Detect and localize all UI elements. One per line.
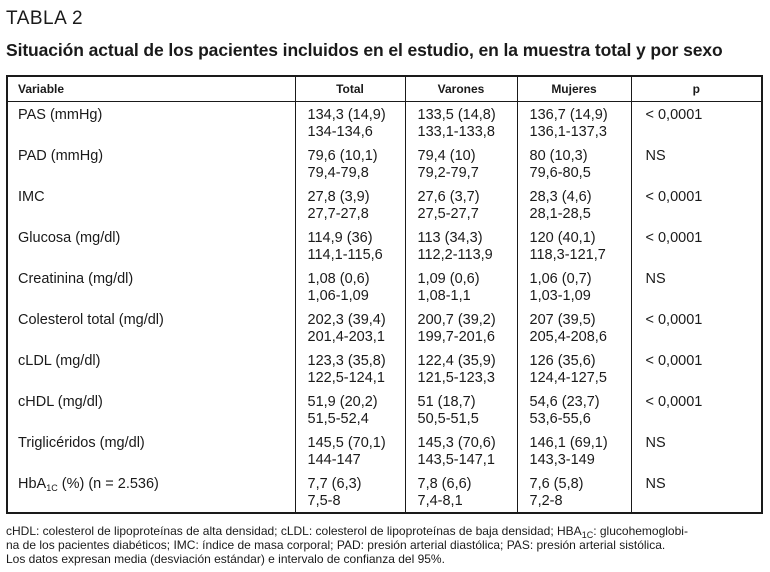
confidence-interval-value: 136,1-137,3 [529, 123, 607, 140]
cell-varones [405, 102, 517, 144]
cell-varones [405, 143, 517, 184]
mean-sd-value: 113 (34,3) [417, 230, 483, 246]
mean-sd-value: 7,6 (5,8) [529, 476, 584, 492]
cell-p-value: < 0,0001 [631, 348, 762, 389]
cell-variable: cHDL (mg/dl) [7, 389, 295, 430]
cell-mujeres [517, 143, 631, 184]
table-row [7, 143, 762, 184]
table-number-label: TABLA 2 [6, 8, 84, 29]
cell-mujeres [517, 266, 631, 307]
mean-sd-value: 79,4 (10) [417, 148, 476, 164]
cell-total [295, 471, 405, 513]
mean-sd-value: 51,9 (20,2) [307, 394, 378, 410]
mean-sd-value: 123,3 (35,8) [307, 353, 386, 369]
cell-variable: HbA$_{1C}$ (%) (n = 2.536) [7, 471, 295, 513]
mean-sd-value: 79,6 (10,1) [307, 148, 378, 164]
mean-sd-value: 122,4 (35,9) [417, 353, 496, 369]
cell-total [295, 266, 405, 307]
cell-mujeres [517, 184, 631, 225]
mean-sd-value: 200,7 (39,2) [417, 312, 496, 328]
table-row [7, 430, 762, 471]
cell-total [295, 102, 405, 144]
confidence-interval-value: 7,5-8 [307, 492, 341, 509]
cell-total [295, 225, 405, 266]
mean-sd-value: 133,5 (14,8) [417, 107, 496, 123]
column-header-p: p [631, 76, 762, 102]
mean-sd-value: 126 (35,6) [529, 353, 596, 369]
mean-sd-value: 136,7 (14,9) [529, 107, 608, 123]
confidence-interval-value: 27,5-27,7 [417, 205, 479, 222]
cell-varones [405, 266, 517, 307]
cell-variable: IMC [7, 184, 295, 225]
cell-total [295, 143, 405, 184]
cell-varones [405, 307, 517, 348]
mean-sd-value: 146,1 (69,1) [529, 435, 608, 451]
cell-variable: Triglicéridos (mg/dl) [7, 430, 295, 471]
table-header-row [7, 76, 762, 102]
confidence-interval-value: 205,4-208,6 [529, 328, 607, 345]
confidence-interval-value: 112,2-113,9 [417, 246, 493, 263]
cell-mujeres [517, 225, 631, 266]
mean-sd-value: 145,5 (70,1) [307, 435, 386, 451]
confidence-interval-value: 134-134,6 [307, 123, 373, 140]
cell-p-value: < 0,0001 [631, 225, 762, 266]
cell-p-value: < 0,0001 [631, 307, 762, 348]
confidence-interval-value: 144-147 [307, 451, 361, 468]
cell-mujeres [517, 389, 631, 430]
table-row [7, 102, 762, 144]
cell-p-value: < 0,0001 [631, 184, 762, 225]
confidence-interval-value: 143,5-147,1 [417, 451, 495, 468]
confidence-interval-value: 1,06-1,09 [307, 287, 369, 304]
confidence-interval-value: 28,1-28,5 [529, 205, 591, 222]
mean-sd-value: 1,06 (0,7) [529, 271, 592, 287]
table-row [7, 348, 762, 389]
cell-mujeres [517, 348, 631, 389]
cell-variable: PAD (mmHg) [7, 143, 295, 184]
confidence-interval-value: 1,03-1,09 [529, 287, 591, 304]
mean-sd-value: 28,3 (4,6) [529, 189, 592, 205]
cell-variable: Creatinina (mg/dl) [7, 266, 295, 307]
confidence-interval-value: 79,2-79,7 [417, 164, 479, 181]
table-row [7, 184, 762, 225]
cell-p-value: NS [631, 266, 762, 307]
column-header-varones: Varones [405, 76, 517, 102]
mean-sd-value: 7,8 (6,6) [417, 476, 472, 492]
column-header-variable: Variable [7, 76, 295, 102]
confidence-interval-value: 143,3-149 [529, 451, 595, 468]
cell-total [295, 348, 405, 389]
footnote-line-2: na de los pacientes diabéticos; IMC: índice de masa corporal; PAD: presión arterial diastólica; PAS: presión arterial sistólica. [6, 538, 666, 552]
table-row [7, 389, 762, 430]
footnote-line-1: cHDL: colesterol de lipoproteínas de alta densidad; cLDL: colesterol de lipoproteínas de baja densidad; $HBA_{1C}$: glucohemoglobi- [6, 524, 688, 540]
confidence-interval-value: 1,08-1,1 [417, 287, 471, 304]
cell-mujeres [517, 102, 631, 144]
cell-varones [405, 184, 517, 225]
cell-total [295, 307, 405, 348]
confidence-interval-value: 114,1-115,6 [307, 246, 383, 263]
mean-sd-value: 145,3 (70,6) [417, 435, 496, 451]
confidence-interval-value: 50,5-51,5 [417, 410, 479, 427]
cell-variable: cLDL (mg/dl) [7, 348, 295, 389]
cell-variable: Glucosa (mg/dl) [7, 225, 295, 266]
confidence-interval-value: 133,1-133,8 [417, 123, 495, 140]
cell-varones [405, 430, 517, 471]
confidence-interval-value: 122,5-124,1 [307, 369, 385, 386]
mean-sd-value: 207 (39,5) [529, 312, 596, 328]
cell-p-value: NS [631, 430, 762, 471]
mean-sd-value: 80 (10,3) [529, 148, 588, 164]
cell-p-value: < 0,0001 [631, 389, 762, 430]
mean-sd-value: 1,08 (0,6) [307, 271, 370, 287]
confidence-interval-value: 201,4-203,1 [307, 328, 385, 345]
cell-mujeres [517, 307, 631, 348]
cell-total [295, 184, 405, 225]
confidence-interval-value: 27,7-27,8 [307, 205, 369, 222]
mean-sd-value: 134,3 (14,9) [307, 107, 386, 123]
cell-total [295, 389, 405, 430]
cell-p-value: NS [631, 143, 762, 184]
cell-mujeres [517, 430, 631, 471]
mean-sd-value: 27,6 (3,7) [417, 189, 480, 205]
mean-sd-value: 51 (18,7) [417, 394, 476, 410]
column-header-mujeres: Mujeres [517, 76, 631, 102]
mean-sd-value: 120 (40,1) [529, 230, 596, 246]
mean-sd-value: 7,7 (6,3) [307, 476, 362, 492]
confidence-interval-value: 7,4-8,1 [417, 492, 463, 509]
cell-varones [405, 471, 517, 513]
table-row [7, 225, 762, 266]
footnote-line-3: Los datos expresan media (desviación estándar) e intervalo de confianza del 95%. [6, 552, 445, 566]
cell-p-value: < 0,0001 [631, 102, 762, 144]
data-table [6, 75, 763, 514]
cell-variable: Colesterol total (mg/dl) [7, 307, 295, 348]
confidence-interval-value: 7,2-8 [529, 492, 563, 509]
table-row [7, 471, 762, 513]
confidence-interval-value: 121,5-123,3 [417, 369, 495, 386]
cell-p-value: NS [631, 471, 762, 513]
table-row [7, 307, 762, 348]
table-row [7, 266, 762, 307]
column-header-total: Total [295, 76, 405, 102]
cell-mujeres [517, 471, 631, 513]
confidence-interval-value: 51,5-52,4 [307, 410, 369, 427]
cell-total [295, 430, 405, 471]
mean-sd-value: 114,9 (36) [307, 230, 373, 246]
cell-varones [405, 225, 517, 266]
cell-varones [405, 348, 517, 389]
confidence-interval-value: 124,4-127,5 [529, 369, 607, 386]
cell-varones [405, 389, 517, 430]
cell-variable: PAS (mmHg) [7, 102, 295, 144]
confidence-interval-value: 79,4-79,8 [307, 164, 369, 181]
mean-sd-value: 202,3 (39,4) [307, 312, 386, 328]
confidence-interval-value: 199,7-201,6 [417, 328, 495, 345]
mean-sd-value: 27,8 (3,9) [307, 189, 370, 205]
table-footnote [6, 524, 766, 566]
confidence-interval-value: 53,6-55,6 [529, 410, 591, 427]
mean-sd-value: 1,09 (0,6) [417, 271, 480, 287]
table-title: Situación actual de los pacientes incluidos en el estudio, en la muestra total y por sexo [6, 40, 723, 60]
confidence-interval-value: 79,6-80,5 [529, 164, 591, 181]
confidence-interval-value: 118,3-121,7 [529, 246, 606, 263]
mean-sd-value: 54,6 (23,7) [529, 394, 600, 410]
